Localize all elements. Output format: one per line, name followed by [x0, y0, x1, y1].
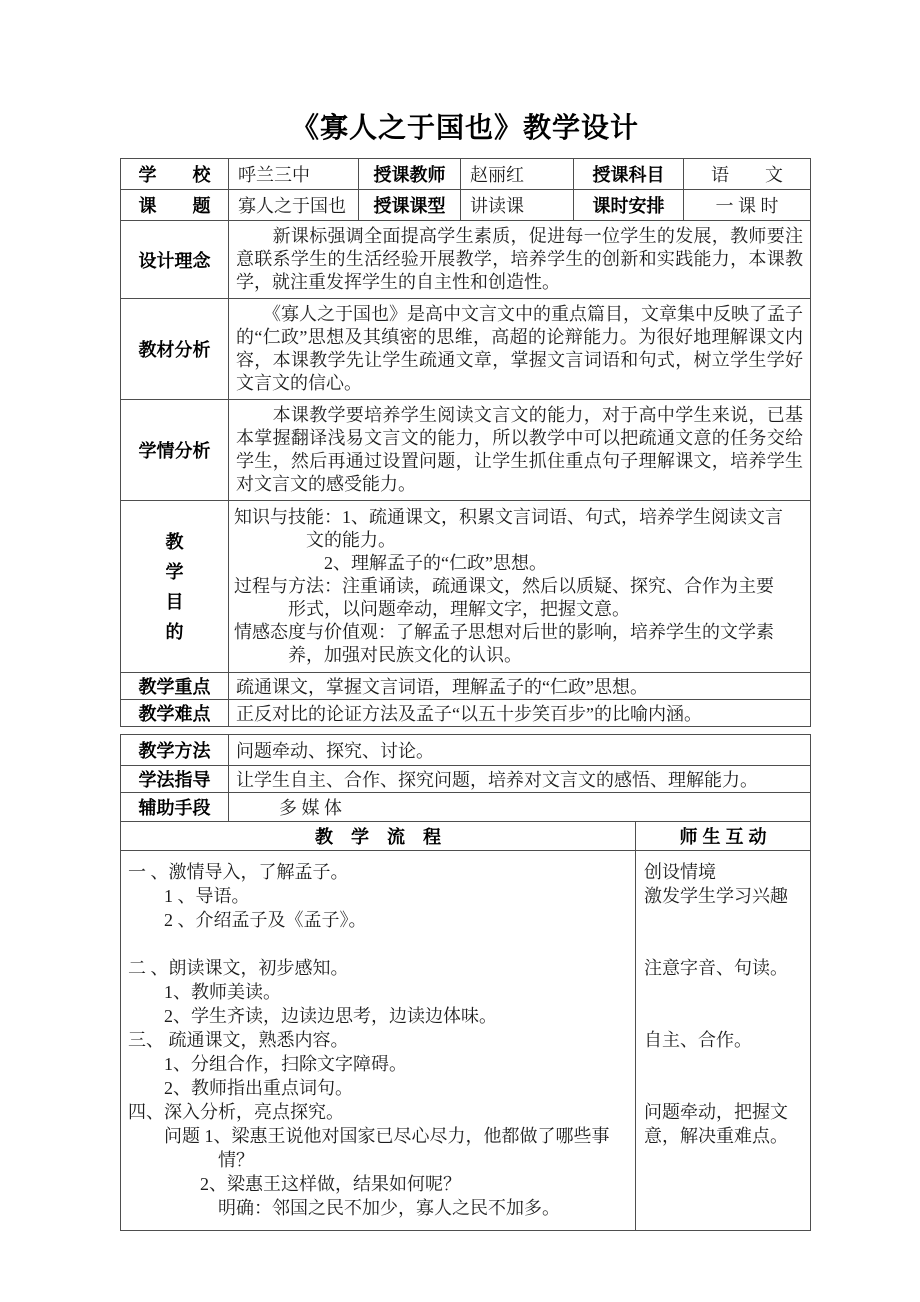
key-points-text: 疏通课文，掌握文言词语，理解孟子的“仁政”思想。 [229, 673, 811, 700]
topic-value: 寡人之于国也 [229, 190, 359, 221]
table-gap [120, 727, 810, 734]
design-concept-text: 新课标强调全面提高学生素质，促进每一位学生的发展，教师要注意联系学生的生活经验开展教学，培养学生的创新和实践能力，本课教学，就注重发挥学生的自主性和创造性。 [229, 221, 811, 299]
schedule-label: 课时安排 [574, 190, 684, 221]
key-points-row [121, 673, 811, 700]
guidance-row [121, 766, 811, 793]
teacher-value: 赵丽红 [461, 159, 574, 190]
learner-analysis-text: 本课教学要培养学生阅读文言文的能力，对于高中学生来说，已基本掌握翻译浅易文言文的能力，所以教学中可以把疏通文意的任务交给学生，然后再通过设置问题，让学生抓住重点句子理解课文，培养学生对文言文的感受能力。 [229, 400, 811, 501]
material-analysis-label: 教材分析 [121, 299, 229, 400]
school-value: 呼兰三中 [229, 159, 359, 190]
material-analysis-text: 《寡人之于国也》是高中文言文中的重点篇目，文章集中反映了孟子的“仁政”思想及其缜密的思维，高超的论辩能力。为很好地理解课文内容，本课教学先让学生疏通文章，掌握文言词语和句式，树立学生学好文言文的信心。 [229, 299, 811, 400]
teaching-method-text: 问题牵动、探究、讨论。 [229, 735, 811, 766]
lesson-type-value: 讲读课 [461, 190, 574, 221]
difficulties-row [121, 700, 811, 727]
objectives-row [121, 501, 811, 673]
subject-label: 授课科目 [574, 159, 684, 190]
info-table [120, 158, 811, 221]
teaching-flow-cell: 一 、激情导入，了解孟子。 1 、导语。 2 、介绍孟子及《孟子》。 二 、朗读课文，初步感知。 1、教师美读。 2、学生齐读，边读边思考，边读边体味。 三、 疏通课文，熟悉内容。 1、分组合作，扫除文字障碍。 2、教师指出重点词句。 四、深入分析，亮点探究。 问题 1、梁惠王说他对国家已尽心尽力，他都做了哪些事 情？ 2、梁惠王这样做，结果如何呢？ 明确：邻国之民不加少，寡人之民不加多。 [121, 851, 636, 1231]
learner-analysis-label: 学情分析 [121, 400, 229, 501]
methods-table [120, 734, 811, 822]
aids-label: 辅助手段 [121, 793, 229, 822]
sections-table [120, 220, 811, 727]
design-concept-label: 设计理念 [121, 221, 229, 299]
difficulties-text: 正反对比的论证方法及孟子“以五十步笑百步”的比喻内涵。 [229, 700, 811, 727]
subject-value: 语 文 [684, 159, 811, 190]
page-title: 《寡人之于国也》教学设计 [290, 112, 639, 143]
interaction-header: 师 生 互 动 [636, 822, 811, 851]
interaction-cell: 创设情境 激发学生学习兴趣 注意字音、句读。 自主、合作。 问题牵动，把握文 意，解决重难点。 [636, 851, 811, 1231]
material-analysis-row [121, 299, 811, 400]
flow-table [120, 821, 811, 1231]
aids-row [121, 793, 811, 822]
topic-label: 课 题 [121, 190, 229, 221]
flow-content-row [121, 851, 811, 1231]
aids-text: 多 媒 体 [229, 793, 811, 822]
info-row-school [121, 159, 811, 190]
objectives-text: 知识与技能：1、疏通课文，积累文言词语、句式，培养学生阅读文言 文的能力。 2、理解孟子的“仁政”思想。 过程与方法：注重诵读，疏通课文，然后以质疑、探究、合作为主要 形式，以问题牵动，理解文字，把握文意。 情感态度与价值观：了解孟子思想对后世的影响，培养学生的文学素 养，加强对民族文化的认识。 [229, 501, 811, 673]
schedule-value: 一 课 时 [684, 190, 811, 221]
objectives-label: 教 学 目 的 [121, 501, 229, 673]
info-row-topic [121, 190, 811, 221]
school-label: 学 校 [121, 159, 229, 190]
flow-header-row [121, 822, 811, 851]
teaching-flow-header: 教 学 流 程 [121, 822, 636, 851]
guidance-label: 学法指导 [121, 766, 229, 793]
teacher-label: 授课教师 [359, 159, 461, 190]
key-points-label: 教学重点 [121, 673, 229, 700]
learner-analysis-row [121, 400, 811, 501]
design-concept-row [121, 221, 811, 299]
teaching-method-label: 教学方法 [121, 735, 229, 766]
difficulties-label: 教学难点 [121, 700, 229, 727]
teaching-method-row [121, 735, 811, 766]
lesson-type-label: 授课课型 [359, 190, 461, 221]
guidance-text: 让学生自主、合作、探究问题，培养对文言文的感悟、理解能力。 [229, 766, 811, 793]
